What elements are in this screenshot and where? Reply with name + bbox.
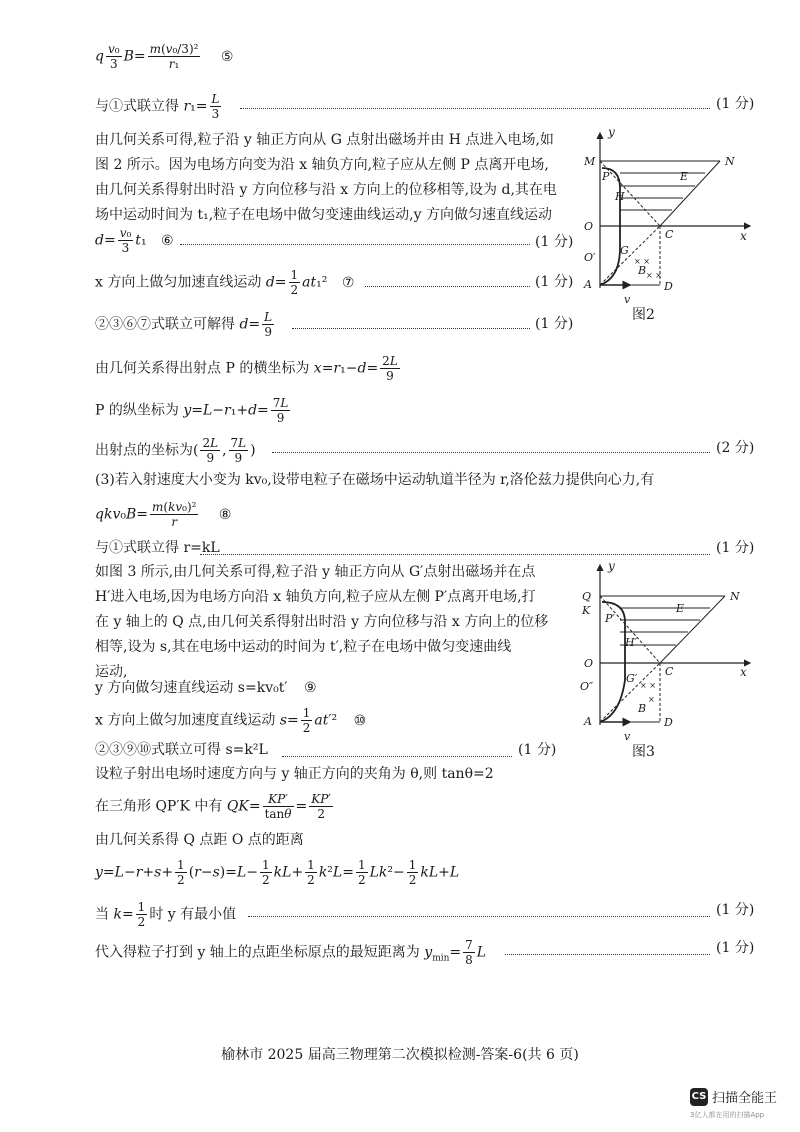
equation-9: y 方向做匀速直线运动 s=kv₀t′ ⑨ (95, 680, 317, 696)
equation-5: q $\frac{\text{v₀}}{3}$ B= $\frac{\text{m(v₀/3)²}}{\text{r₁}}$ ⑤ (95, 42, 234, 71)
leader-dots (282, 756, 512, 757)
line-dist: 由几何关系得 Q 点距 O 点的距离 (95, 832, 304, 848)
score: (1 分) (535, 274, 574, 290)
svg-text:G′: G′ (626, 672, 638, 685)
equation-7: x 方向上做匀加速直线运动 d= $\frac{1}{2}$ at₁² ⑦ (95, 268, 355, 297)
leader-dots (248, 916, 710, 917)
svg-text:O′: O′ (584, 251, 596, 264)
svg-text:Q: Q (582, 590, 592, 603)
figure-3 (580, 560, 760, 740)
svg-text:A: A (584, 278, 592, 291)
part3-intro: (3)若入射速度大小变为 kv₀,设带电粒子在磁场中运动轨道半径为 r,洛伦兹力提供向心力,有 (95, 472, 655, 488)
leader-dots (365, 286, 530, 287)
paragraph-part2: 由几何关系可得,粒子沿 y 轴正方向从 G 点射出磁场并由 H 点进入电场,如 图 2 所示。因为电场方向变为沿 x 轴负方向,粒子应从左侧 P 点离开电场, 由几何关系得射出时沿 y 方向位移与沿 x 方向上的位移相等,设为 d,其在电 场中运动时间为 t₁,粒子在电场中做匀变速曲线运动,y 方向做匀速直线运动 (95, 132, 557, 223)
leader-dots (292, 328, 530, 329)
line-r: 与①式联立得 r=kL (95, 540, 220, 556)
svg-text:P: P (602, 170, 610, 183)
score: (2 分) (716, 440, 755, 456)
svg-text:D: D (664, 280, 673, 293)
page-footer: 榆林市 2025 届高三物理第二次模拟检测-答案-6(共 6 页) (221, 1047, 579, 1063)
svg-text:y: y (608, 128, 615, 139)
figure-2-caption: 图2 (632, 307, 655, 323)
line-qk: 在三角形 QP′K 中有 QK= $\frac{KP'}{\tan\theta}$ = $\frac{KP'}{2}$ (95, 792, 332, 821)
svg-text:× ×: × × (646, 271, 662, 280)
figure-2 (580, 128, 760, 328)
svg-text:y: y (608, 560, 615, 573)
svg-text:E: E (676, 602, 685, 615)
svg-text:H′: H′ (625, 636, 638, 649)
leader-dots (272, 452, 710, 453)
score: (1 分) (535, 316, 574, 332)
line-s: ②③⑨⑩式联立可得 s=k²L (95, 742, 268, 758)
svg-text:C: C (665, 665, 674, 678)
line-tan: 设粒子射出电场时速度方向与 y 轴正方向的夹角为 θ,则 tanθ=2 (95, 766, 494, 782)
svg-text:v: v (624, 293, 631, 306)
line-min: 当 k= $\frac{1}{2}$ 时 y 有最小值 (95, 900, 237, 929)
line-coord: 出射点的坐标为( $\frac{2L}{9}$ , $\frac{7L}{9}$ ) (95, 436, 256, 465)
svg-text:O: O (584, 657, 594, 670)
svg-text:v: v (624, 730, 631, 740)
leader-dots (200, 554, 710, 555)
svg-text:x: x (740, 229, 747, 243)
svg-text:P′: P′ (605, 612, 615, 625)
cs-logo-icon: CS (690, 1088, 708, 1106)
svg-text:C: C (665, 228, 674, 241)
svg-text:B: B (638, 702, 647, 715)
svg-text:A: A (584, 715, 592, 728)
svg-text:K: K (582, 604, 591, 617)
svg-text:O: O (584, 220, 594, 233)
line-r1: 与①式联立得 r₁= $\frac{L}{3}$ (95, 92, 220, 121)
scanner-watermark: CS 扫描全能王 3亿人都在用的扫描App (690, 1086, 790, 1120)
equation-8: qkv₀B= $\frac{\text{m(kv₀)²}}{r}$ ⑧ (95, 500, 232, 529)
leader-dots (240, 108, 710, 109)
svg-text:× ×: × × (640, 681, 656, 690)
circled-number: ⑤ (220, 48, 234, 65)
score: (1 分) (716, 940, 755, 956)
line-d: ②③⑥⑦式联立可解得 d= $\frac{L}{9}$ (95, 310, 273, 339)
score: (1 分) (716, 540, 755, 556)
equation-10: x 方向上做匀加速度直线运动 s= $\frac{1}{2}$ at′² ⑩ (95, 706, 367, 735)
line-y-expr: y=L−r+s+ $\frac{1}{2}$ (r−s)=L− $\frac{1}{2}$ kL+ $\frac{1}{2}$ k²L= $\frac{1}{2}$ Lk²− $\frac{1}{2}$ kL+L (95, 858, 460, 887)
line-py: P 的纵坐标为 y=L−r₁+d= $\frac{7L}{9}$ (95, 396, 289, 425)
equation-6: d= $\frac{\text{v₀}}{3}$ t₁ ⑥ (95, 226, 174, 255)
score: (1 分) (716, 96, 755, 112)
score: (1 分) (518, 742, 557, 758)
paragraph-part3: 如图 3 所示,由几何关系可得,粒子沿 y 轴正方向从 G′点射出磁场并在点 H′进入电场,因为电场方向沿 x 轴负方向,粒子应从左侧 P′点离开电场,打 在 y 轴上的 Q 点,由几何关系得射出时沿 y 方向位移与沿 x 方向上的位移 相等,设为 s,其在电场中运动的时间为 t′,粒子在电场中做匀变速曲线 运动, (95, 564, 549, 680)
score: (1 分) (716, 902, 755, 918)
figure-3-caption: 图3 (632, 744, 655, 760)
line-px: 由几何关系得出射点 P 的横坐标为 x=r₁−d= $\frac{2L}{9}$ (95, 354, 398, 383)
svg-text:E: E (680, 170, 689, 183)
svg-text:O″: O″ (580, 680, 594, 693)
svg-text:M: M (584, 155, 596, 168)
svg-text:H: H (615, 190, 625, 203)
score: (1 分) (535, 234, 574, 250)
svg-text:N: N (730, 590, 740, 603)
svg-text:B: B (638, 264, 647, 277)
svg-text:G: G (620, 244, 629, 257)
svg-text:x: x (740, 665, 747, 679)
leader-dots (505, 954, 710, 955)
svg-text:× ×: × × (634, 257, 650, 266)
svg-text:N: N (725, 155, 735, 168)
leader-dots (180, 244, 530, 245)
line-final: 代入得粒子打到 y 轴上的点距坐标原点的最短距离为 $y_{min}=$ $\frac{7}{8}$ L (95, 938, 487, 967)
svg-text:D: D (664, 716, 673, 729)
svg-text:×: × (648, 695, 655, 704)
